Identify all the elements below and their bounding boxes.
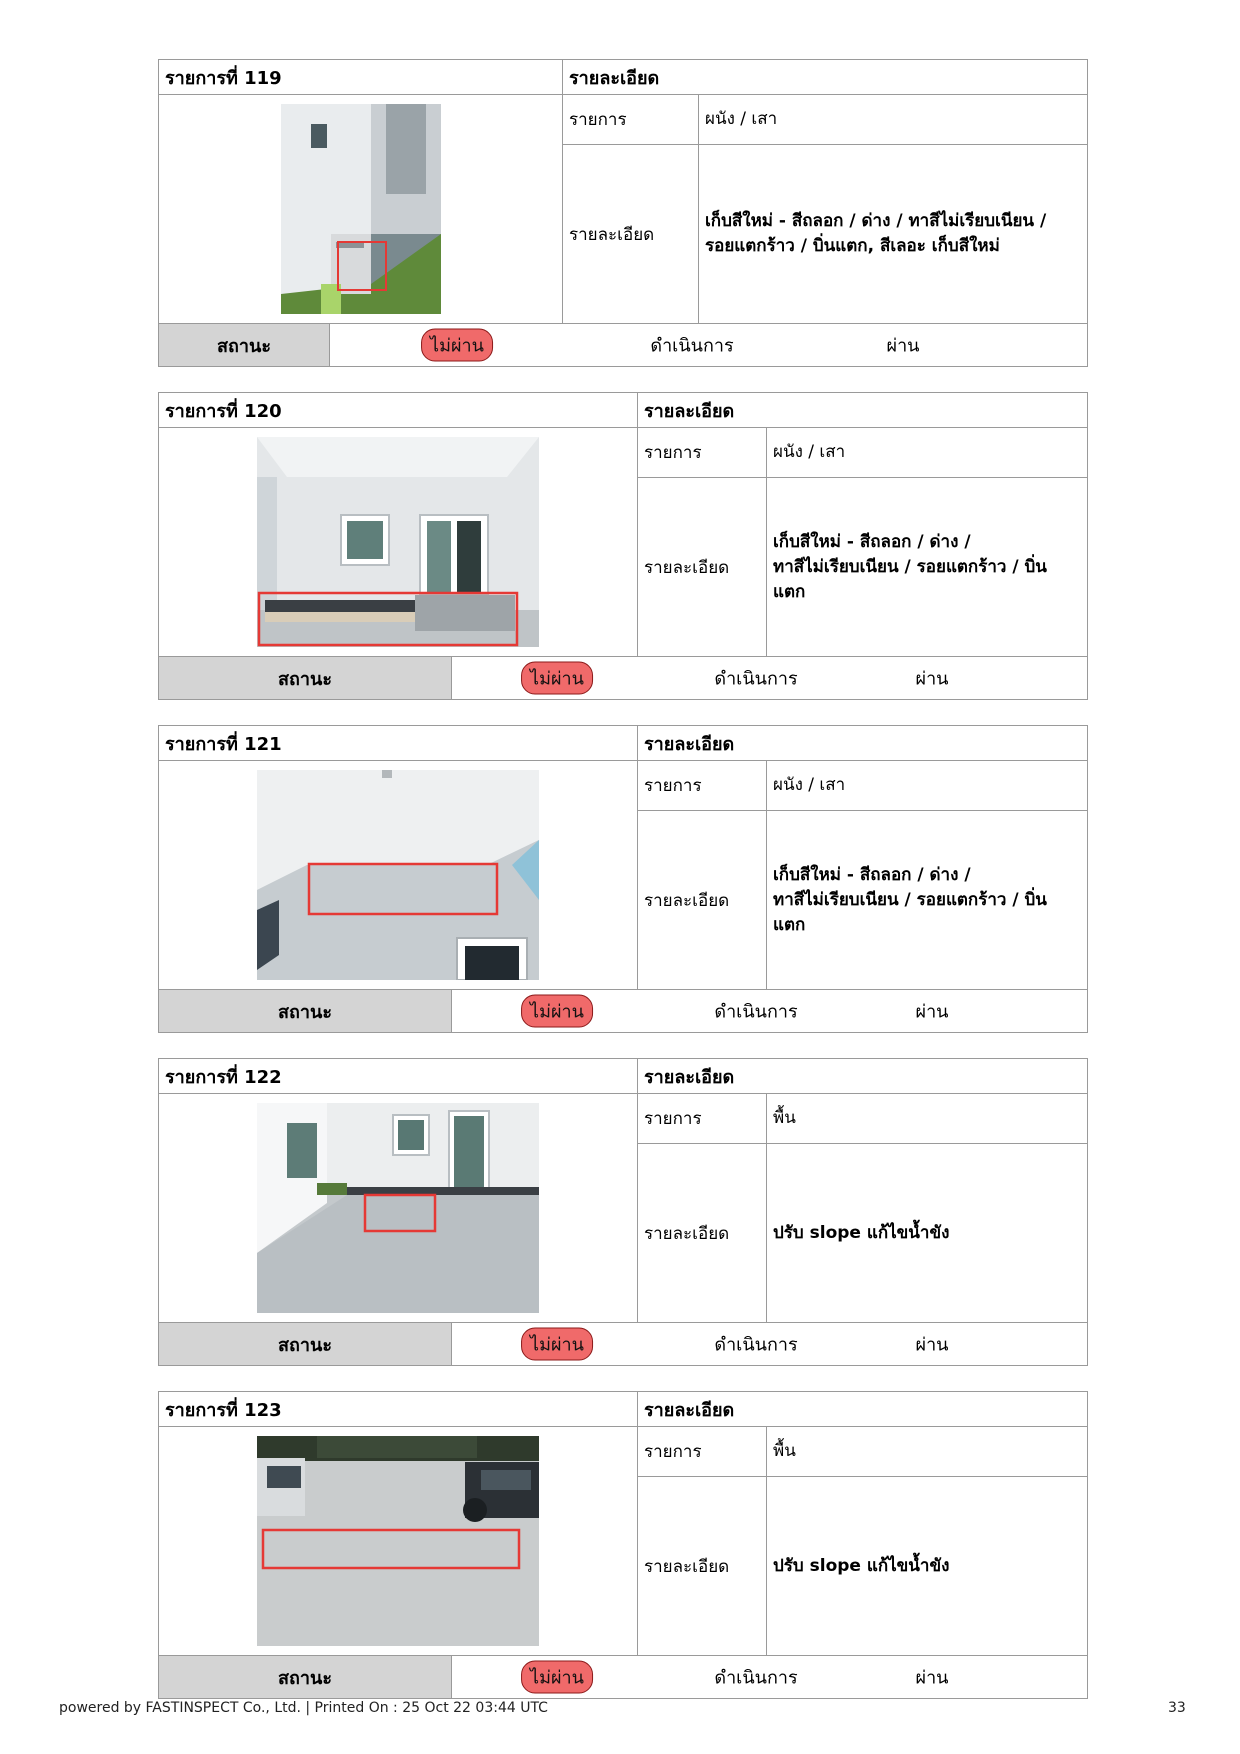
- status-pass-option[interactable]: ผ่าน: [915, 1667, 949, 1689]
- status-fail-badge[interactable]: ไม่ผ่าน: [521, 1661, 593, 1694]
- inspection-photo-cell: [159, 1427, 638, 1655]
- inspection-photo-cell: [159, 95, 563, 323]
- inspection-photo-cell: [159, 428, 638, 656]
- detail-label: รายละเอียด: [638, 1144, 767, 1322]
- status-in-progress-option[interactable]: ดำเนินการ: [714, 1667, 798, 1689]
- detail-label: รายละเอียด: [638, 811, 767, 989]
- item-value: ผนัง / เสา: [773, 442, 846, 462]
- status-fail-badge[interactable]: ไม่ผ่าน: [421, 329, 493, 362]
- status-pass-option[interactable]: ผ่าน: [915, 1334, 949, 1356]
- item-value: พื้น: [773, 1441, 796, 1461]
- detail-label: รายละเอียด: [563, 145, 699, 323]
- status-in-progress-option[interactable]: ดำเนินการ: [650, 335, 734, 357]
- status-fail-badge[interactable]: ไม่ผ่าน: [521, 1328, 593, 1361]
- status-label: สถานะ: [159, 1656, 452, 1698]
- detail-label: รายละเอียด: [638, 478, 767, 656]
- detail-header: รายละเอียด: [644, 400, 735, 422]
- status-in-progress-option[interactable]: ดำเนินการ: [714, 1334, 798, 1356]
- status-label: สถานะ: [159, 657, 452, 699]
- detail-header: รายละเอียด: [644, 1399, 735, 1421]
- status-pass-option[interactable]: ผ่าน: [886, 335, 920, 357]
- status-in-progress-option[interactable]: ดำเนินการ: [714, 1001, 798, 1023]
- item-value: ผนัง / เสา: [705, 109, 778, 129]
- detail-header: รายละเอียด: [569, 67, 660, 89]
- status-pass-option[interactable]: ผ่าน: [915, 1001, 949, 1023]
- item-label: รายการ: [638, 428, 767, 477]
- item-title: รายการที่ 123: [159, 1392, 638, 1426]
- item-value: ผนัง / เสา: [773, 775, 846, 795]
- status-label: สถานะ: [159, 1323, 452, 1365]
- detail-header: รายละเอียด: [644, 1066, 735, 1088]
- inspection-photo: [281, 104, 441, 314]
- item-title: รายการที่ 119: [159, 60, 563, 94]
- item-value: พื้น: [773, 1108, 796, 1128]
- item-title: รายการที่ 120: [159, 393, 638, 427]
- detail-text: เก็บสีใหม่ - สีถลอก / ด่าง / ทาสีไม่เรียบเนียน / รอยแตกร้าว / บิ่นแตก: [773, 531, 1047, 602]
- status-fail-badge[interactable]: ไม่ผ่าน: [521, 995, 593, 1028]
- status-label: สถานะ: [159, 990, 452, 1032]
- item-label: รายการ: [638, 1094, 767, 1143]
- inspection-item-120: [158, 392, 1088, 700]
- detail-header: รายละเอียด: [644, 733, 735, 755]
- status-pass-option[interactable]: ผ่าน: [915, 668, 949, 690]
- detail-text: เก็บสีใหม่ - สีถลอก / ด่าง / ทาสีไม่เรียบเนียน / รอยแตกร้าว / บิ่นแตก: [773, 864, 1047, 935]
- footer-text: powered by FASTINSPECT Co., Ltd. | Printed On : 25 Oct 22 03:44 UTC: [59, 1700, 548, 1716]
- status-label: สถานะ: [159, 324, 330, 366]
- item-title: รายการที่ 121: [159, 726, 638, 760]
- inspection-photo: [257, 437, 539, 647]
- item-label: รายการ: [563, 95, 699, 144]
- detail-label: รายละเอียด: [638, 1477, 767, 1655]
- status-in-progress-option[interactable]: ดำเนินการ: [714, 668, 798, 690]
- detail-text: ปรับ slope แก้ไขน้ำขัง: [773, 1222, 950, 1243]
- item-label: รายการ: [638, 761, 767, 810]
- inspection-photo-cell: [159, 761, 638, 989]
- inspection-photo: [257, 1103, 539, 1313]
- status-fail-badge[interactable]: ไม่ผ่าน: [521, 662, 593, 695]
- inspection-item-121: [158, 725, 1088, 1033]
- detail-text: ปรับ slope แก้ไขน้ำขัง: [773, 1555, 950, 1576]
- inspection-item-119: [158, 59, 1088, 367]
- inspection-photo: [257, 1436, 539, 1646]
- item-label: รายการ: [638, 1427, 767, 1476]
- inspection-item-123: [158, 1391, 1088, 1699]
- page-number: 33: [1168, 1700, 1186, 1716]
- inspection-item-122: [158, 1058, 1088, 1366]
- item-title: รายการที่ 122: [159, 1059, 638, 1093]
- inspection-photo-cell: [159, 1094, 638, 1322]
- inspection-photo: [257, 770, 539, 980]
- detail-text: เก็บสีใหม่ - สีถลอก / ด่าง / ทาสีไม่เรียบเนียน / รอยแตกร้าว / บิ่นแตก, สีเลอะ เก็บสีใหม่: [705, 211, 1047, 256]
